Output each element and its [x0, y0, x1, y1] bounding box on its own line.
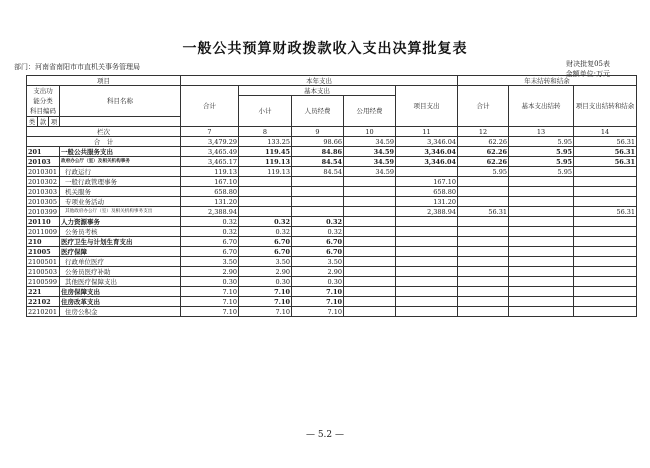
row-value: 119.45: [239, 147, 292, 157]
row-value: 7.10: [292, 297, 344, 307]
row-value: 0.32: [292, 227, 344, 237]
row-value: 6.70: [181, 247, 239, 257]
row-value: 167.10: [181, 177, 239, 187]
row-code: 2210201: [27, 307, 60, 317]
row-value: 0.30: [181, 277, 239, 287]
total-cell: 5.95: [509, 137, 574, 147]
table-row: [27, 247, 637, 257]
table-row: [27, 227, 637, 237]
row-value: [239, 177, 292, 187]
row-value: 3.50: [181, 257, 239, 267]
total-cell: 34.59: [344, 137, 396, 147]
col-number: 10: [344, 127, 396, 137]
row-value: [344, 257, 396, 267]
row-subject-name: 人力资源事务: [60, 217, 181, 227]
col-number: 9: [292, 127, 344, 137]
row-value: [574, 287, 637, 297]
header-personnel: 人员经费: [292, 96, 344, 127]
row-value: 119.13: [239, 167, 292, 177]
row-value: 5.95: [509, 157, 574, 167]
header-project: 项目: [27, 76, 181, 86]
row-subject-name: 行政单位医疗: [60, 257, 181, 267]
row-value: [458, 177, 509, 187]
row-value: [344, 277, 396, 287]
row-value: 34.59: [344, 167, 396, 177]
row-value: 6.70: [292, 237, 344, 247]
row-code: 2100503: [27, 267, 60, 277]
row-value: [344, 267, 396, 277]
row-value: 131.20: [396, 197, 458, 207]
header-blank: [60, 117, 181, 127]
col-number: 7: [181, 127, 239, 137]
row-value: 34.59: [344, 147, 396, 157]
row-value: 7.10: [239, 297, 292, 307]
row-code: 22102: [27, 297, 60, 307]
row-value: 658.80: [181, 187, 239, 197]
row-value: [344, 187, 396, 197]
row-value: [396, 167, 458, 177]
header-project-balance: 项目支出结转和结余: [574, 86, 637, 127]
row-value: 0.30: [292, 277, 344, 287]
table-row: [27, 207, 637, 217]
row-value: [292, 177, 344, 187]
header-year-end-balance: 年末结转和结余: [458, 76, 637, 86]
row-value: [458, 257, 509, 267]
row-value: 56.31: [458, 207, 509, 217]
row-code: 2010399: [27, 207, 60, 217]
row-subject-name: 医疗卫生与计划生育支出: [60, 237, 181, 247]
row-value: [458, 227, 509, 237]
row-subject-name: 住房保障支出: [60, 287, 181, 297]
row-value: [574, 247, 637, 257]
header-subtotal: 小计: [239, 96, 292, 127]
row-value: 6.70: [239, 247, 292, 257]
row-value: 2.90: [239, 267, 292, 277]
row-value: [574, 187, 637, 197]
row-value: [509, 237, 574, 247]
row-value: 7.10: [181, 307, 239, 317]
row-value: 0.32: [239, 227, 292, 237]
row-value: 5.95: [509, 147, 574, 157]
row-value: [509, 257, 574, 267]
row-value: [344, 237, 396, 247]
row-value: 84.54: [292, 167, 344, 177]
total-row-label: 合 计: [27, 137, 181, 147]
row-value: 2,388.94: [181, 207, 239, 217]
row-value: [458, 297, 509, 307]
row-value: [458, 187, 509, 197]
row-value: 2,388.94: [396, 207, 458, 217]
header-basic-balance: 基本支出结转: [509, 86, 574, 127]
row-value: 3,465.49: [181, 147, 239, 157]
row-value: 119.13: [181, 167, 239, 177]
row-code: 20103: [27, 157, 60, 167]
row-value: 6.70: [181, 237, 239, 247]
row-value: 7.10: [292, 307, 344, 317]
row-value: 3,346.04: [396, 147, 458, 157]
row-value: [458, 197, 509, 207]
table-row: [27, 177, 637, 187]
row-value: 5.95: [458, 167, 509, 177]
row-value: 84.86: [292, 147, 344, 157]
header-basic-expenditure: 基本支出: [239, 86, 396, 96]
header-func-code-line: 支出功: [33, 87, 53, 95]
row-value: [509, 287, 574, 297]
row-value: [509, 197, 574, 207]
col-number: 12: [458, 127, 509, 137]
row-subject-name: 医疗保障: [60, 247, 181, 257]
row-subject-name: 机关服务: [60, 187, 181, 197]
row-value: 7.10: [292, 287, 344, 297]
row-value: [344, 297, 396, 307]
row-value: [344, 287, 396, 297]
row-value: [344, 227, 396, 237]
row-value: [344, 177, 396, 187]
row-value: [396, 267, 458, 277]
row-subject-name: 一般公共服务支出: [60, 147, 181, 157]
header-total: 合计: [181, 86, 239, 127]
header-func-code-line: 科目编码: [30, 107, 56, 115]
row-value: [239, 207, 292, 217]
row-value: [458, 217, 509, 227]
header-project-expenditure: 项目支出: [396, 86, 458, 127]
row-value: 6.70: [239, 237, 292, 247]
row-value: [509, 207, 574, 217]
row-value: 3.50: [292, 257, 344, 267]
row-code: 2010301: [27, 167, 60, 177]
header-section: 款: [38, 117, 49, 127]
row-subject-name: 一般行政管理事务: [60, 177, 181, 187]
table-row: [27, 197, 637, 207]
row-value: [509, 267, 574, 277]
row-value: [574, 237, 637, 247]
row-code: 2010303: [27, 187, 60, 197]
row-value: 131.20: [181, 197, 239, 207]
row-value: [458, 237, 509, 247]
row-value: [239, 187, 292, 197]
row-value: [396, 217, 458, 227]
row-value: 5.95: [509, 167, 574, 177]
row-value: [574, 267, 637, 277]
total-row: [27, 137, 637, 147]
row-value: 34.59: [344, 157, 396, 167]
row-value: 56.31: [574, 147, 637, 157]
header-func-code-line: 能分类: [33, 97, 53, 105]
row-value: [458, 307, 509, 317]
row-value: 119.13: [239, 157, 292, 167]
row-value: 658.80: [396, 187, 458, 197]
table-row: [27, 267, 637, 277]
row-value: [396, 287, 458, 297]
row-value: 167.10: [396, 177, 458, 187]
row-value: [458, 267, 509, 277]
header-current-year-expenditure: 本年支出: [181, 76, 458, 86]
row-value: 6.70: [292, 247, 344, 257]
row-value: 0.30: [239, 277, 292, 287]
row-value: [396, 277, 458, 287]
row-value: 0.32: [181, 227, 239, 237]
row-code: 2010305: [27, 197, 60, 207]
page-number: — 5.2 —: [305, 430, 345, 440]
col-number: 14: [574, 127, 637, 137]
row-value: [509, 297, 574, 307]
row-value: [458, 277, 509, 287]
row-value: [574, 277, 637, 287]
row-value: 0.32: [181, 217, 239, 227]
table-row: [27, 157, 637, 167]
form-number: 财决批复05表: [566, 60, 610, 68]
row-value: [292, 197, 344, 207]
header-item: 项: [49, 117, 60, 127]
row-value: [509, 217, 574, 227]
row-value: 2.90: [292, 267, 344, 277]
column-no-label: 栏次: [27, 127, 181, 137]
row-value: [396, 297, 458, 307]
row-subject-name: 专项业务活动: [60, 197, 181, 207]
col-number: 8: [239, 127, 292, 137]
row-value: 84.54: [292, 157, 344, 167]
row-code: 2011009: [27, 227, 60, 237]
expenditure-table: [26, 75, 637, 317]
row-value: [344, 207, 396, 217]
table-row: [27, 277, 637, 287]
table-row: [27, 187, 637, 197]
row-value: [574, 177, 637, 187]
header-public: 公用经费: [344, 96, 396, 127]
row-value: [458, 247, 509, 257]
row-value: [509, 227, 574, 237]
row-value: [344, 197, 396, 207]
row-code: 221: [27, 287, 60, 297]
row-subject-name: 公务员考核: [60, 227, 181, 237]
row-subject-name: 政府办公厅（室）及相关机构事务: [60, 157, 181, 167]
row-value: 56.31: [574, 207, 637, 217]
header-subject-name: 科目名称: [60, 86, 181, 117]
row-value: 3.50: [239, 257, 292, 267]
row-value: 56.31: [574, 157, 637, 167]
col-number: 11: [396, 127, 458, 137]
row-value: 7.10: [239, 307, 292, 317]
row-code: 20110: [27, 217, 60, 227]
row-value: [396, 307, 458, 317]
table-row: [27, 167, 637, 177]
total-cell: 98.66: [292, 137, 344, 147]
table-row: [27, 217, 637, 227]
row-value: 0.32: [292, 217, 344, 227]
row-value: [396, 227, 458, 237]
row-value: 7.10: [181, 297, 239, 307]
row-value: [458, 287, 509, 297]
row-value: [509, 187, 574, 197]
total-cell: 3,479.29: [181, 137, 239, 147]
amount-unit: 金额单位:万元: [565, 70, 610, 78]
row-value: [574, 297, 637, 307]
row-value: 2.90: [181, 267, 239, 277]
row-value: [574, 307, 637, 317]
row-value: [396, 257, 458, 267]
table-row: [27, 297, 637, 307]
row-value: [509, 307, 574, 317]
table-row: [27, 257, 637, 267]
total-cell: 56.31: [574, 137, 637, 147]
row-value: [574, 167, 637, 177]
row-code: 21005: [27, 247, 60, 257]
total-cell: 62.26: [458, 137, 509, 147]
row-value: [396, 237, 458, 247]
row-value: 0.32: [239, 217, 292, 227]
row-subject-name: 公务员医疗补助: [60, 267, 181, 277]
table-title: 一般公共预算财政拨款收入支出决算批复表: [182, 41, 468, 57]
row-value: [574, 257, 637, 267]
department-label: 部门：河南省南阳市市直机关事务管理局: [14, 63, 140, 71]
row-subject-name: 住房公积金: [60, 307, 181, 317]
row-value: [396, 247, 458, 257]
table-row: [27, 287, 637, 297]
table-row: [27, 237, 637, 247]
row-value: [344, 247, 396, 257]
row-value: [292, 187, 344, 197]
row-value: 7.10: [239, 287, 292, 297]
row-value: 62.26: [458, 157, 509, 167]
total-cell: 3,346.04: [396, 137, 458, 147]
row-value: [509, 277, 574, 287]
row-value: [509, 247, 574, 257]
table-row: [27, 147, 637, 157]
row-value: [574, 217, 637, 227]
row-value: [509, 177, 574, 187]
header-func-code: [27, 86, 60, 117]
row-value: [574, 227, 637, 237]
header-class: 类: [27, 117, 38, 127]
row-value: [344, 307, 396, 317]
row-code: 2100599: [27, 277, 60, 287]
row-value: 3,465.17: [181, 157, 239, 167]
row-value: 62.26: [458, 147, 509, 157]
total-cell: 133.25: [239, 137, 292, 147]
row-subject-name: 其他政府办公厅（室）及相关机构事务支出: [60, 207, 181, 217]
table-row: [27, 307, 637, 317]
row-value: 3,346.04: [396, 157, 458, 167]
row-subject-name: 住房改革支出: [60, 297, 181, 307]
header-balance-total: 合计: [458, 86, 509, 127]
row-value: 7.10: [181, 287, 239, 297]
row-value: [344, 217, 396, 227]
row-value: [239, 197, 292, 207]
row-value: [574, 197, 637, 207]
row-subject-name: 其他医疗保障支出: [60, 277, 181, 287]
row-code: 2100501: [27, 257, 60, 267]
row-value: [292, 207, 344, 217]
row-subject-name: 行政运行: [60, 167, 181, 177]
col-number: 13: [509, 127, 574, 137]
row-code: 210: [27, 237, 60, 247]
row-code: 201: [27, 147, 60, 157]
row-code: 2010302: [27, 177, 60, 187]
